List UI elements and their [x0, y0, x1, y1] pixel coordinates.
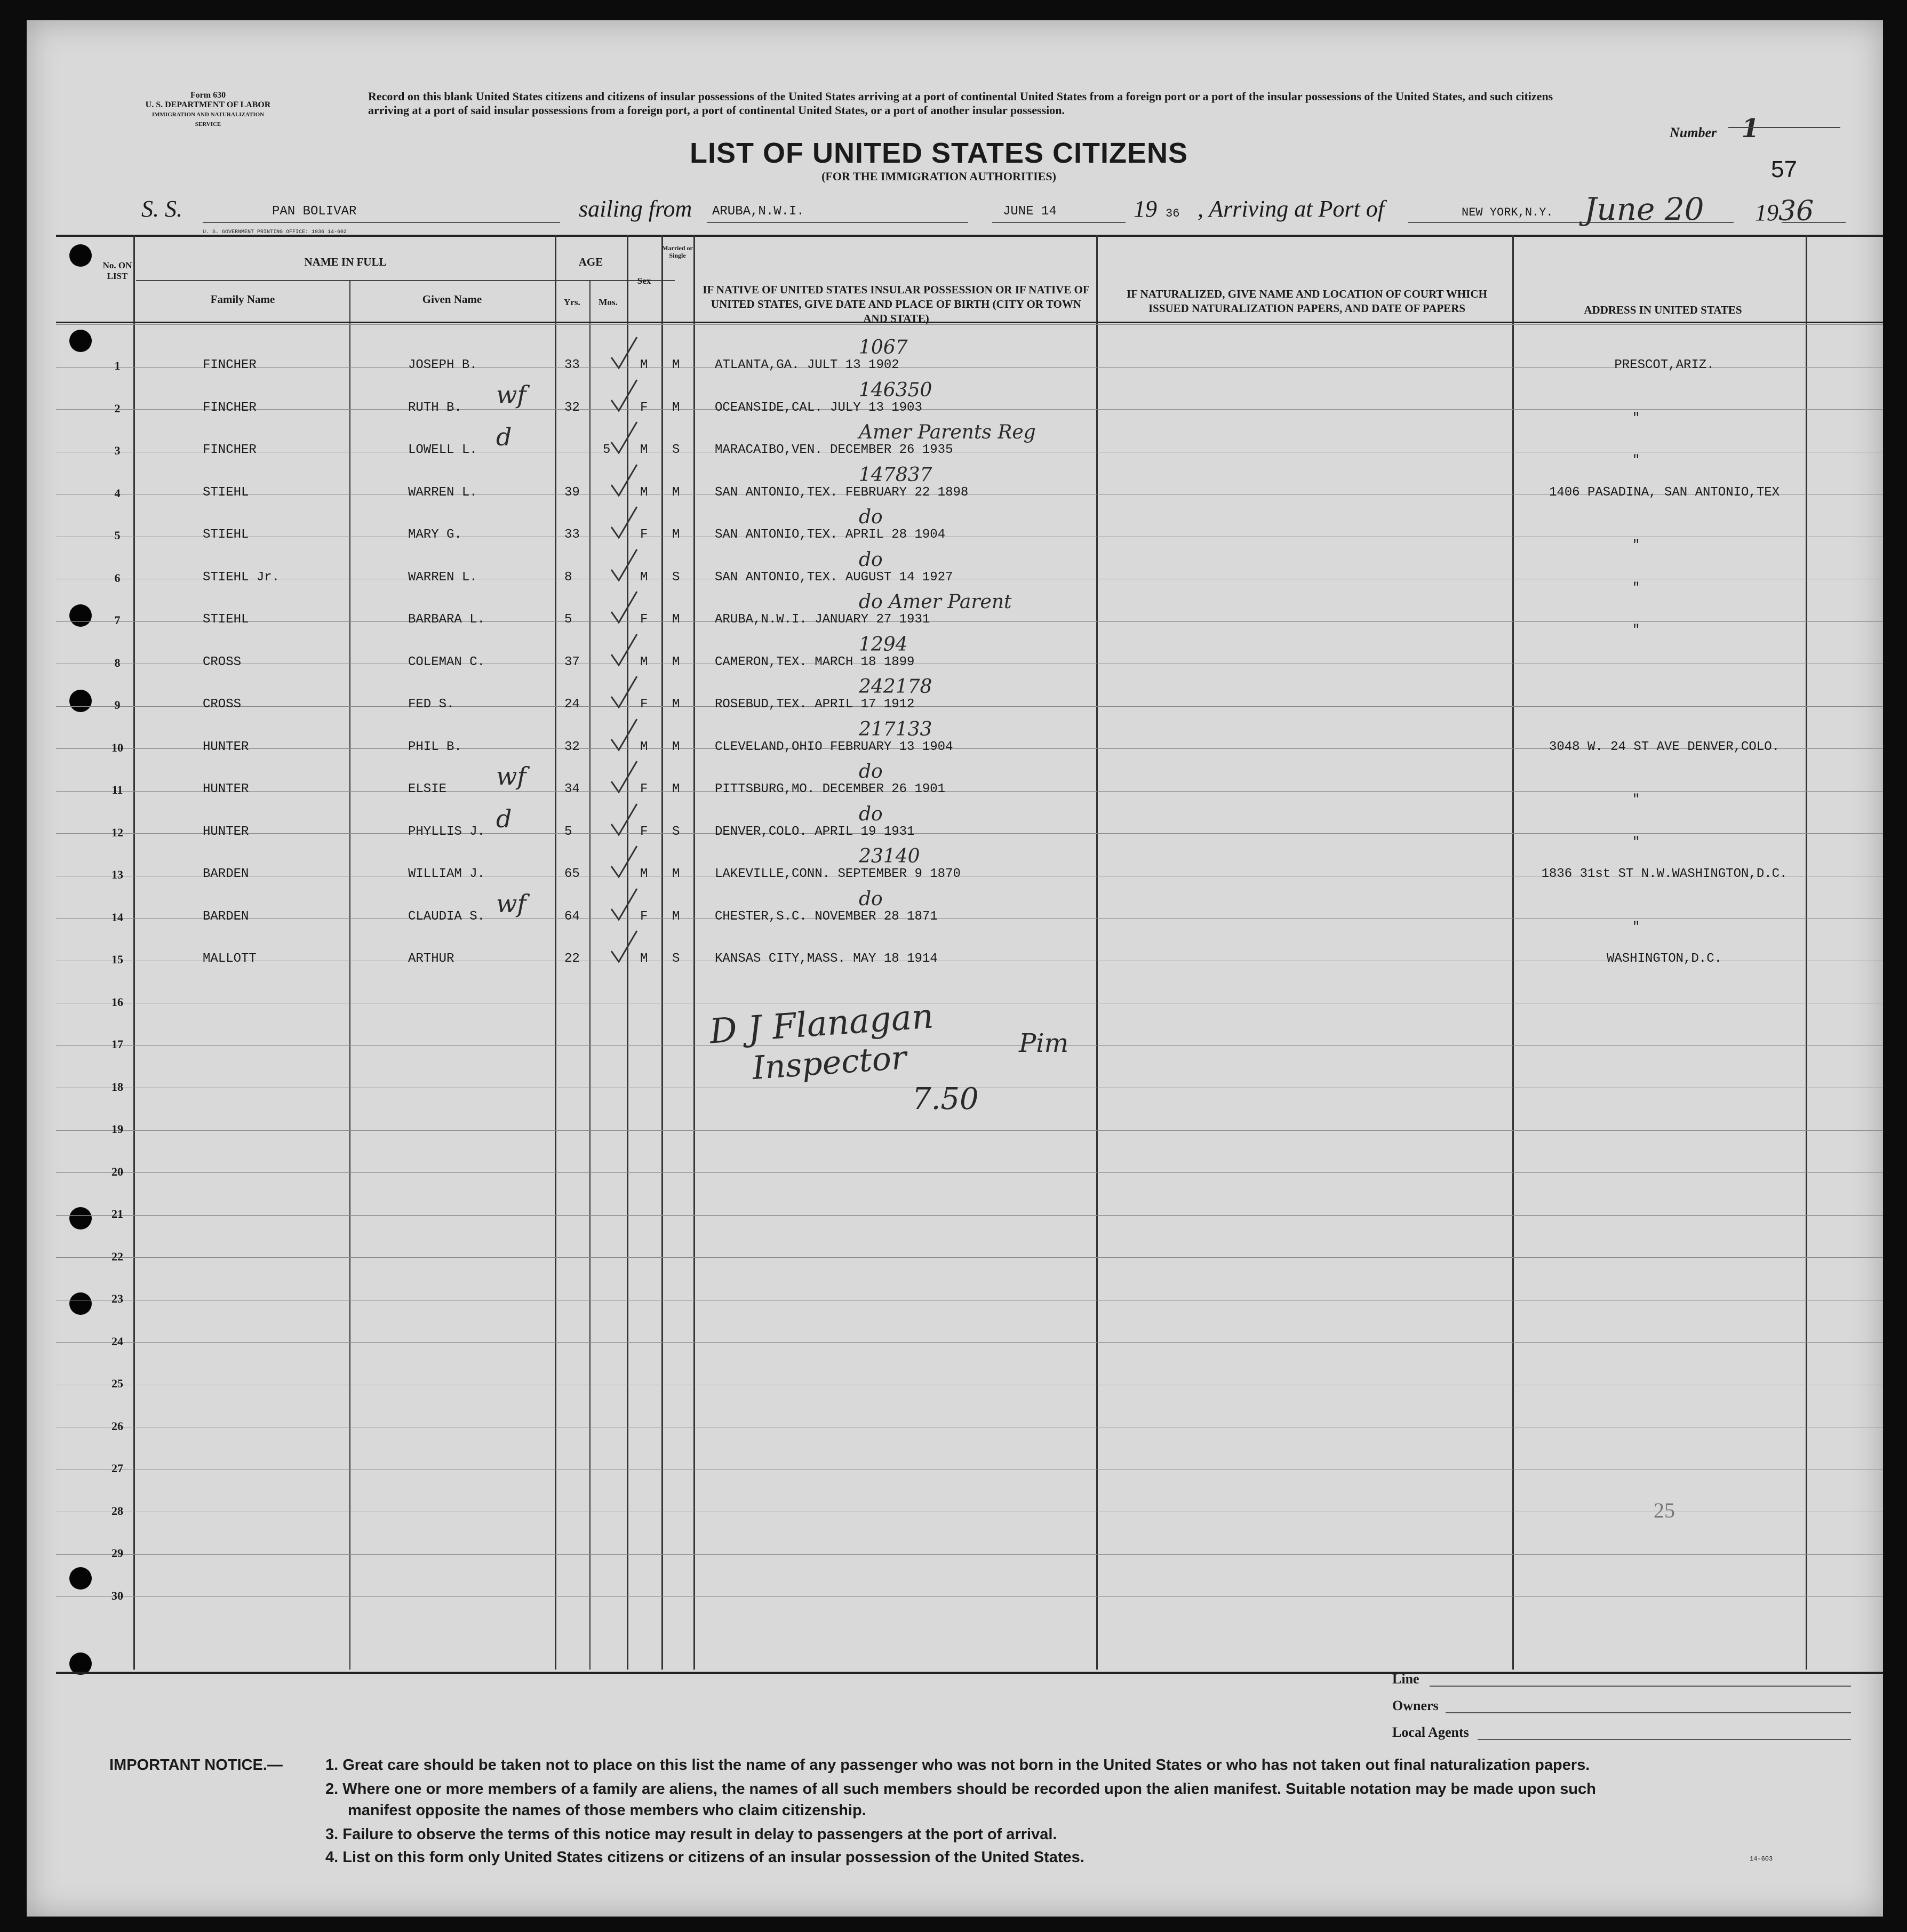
address: " — [1632, 453, 1640, 468]
family-name: MALLOTT — [203, 952, 257, 966]
handwritten-annotation: do — [859, 888, 883, 910]
birth-place-date: MARACAIBO,VEN. DECEMBER 26 1935 — [715, 443, 953, 457]
marital-status: M — [672, 612, 680, 627]
row-number: 25 — [111, 1377, 123, 1390]
check-mark-icon — [608, 378, 640, 415]
marital-status: M — [672, 782, 680, 796]
handwritten-annotation: 23140 — [859, 845, 920, 867]
clerk-mark: d — [496, 804, 512, 833]
sex-value: M — [640, 739, 648, 754]
sex-value: M — [640, 358, 648, 372]
check-mark-icon — [608, 887, 640, 924]
given-name: PHYLLIS J. — [408, 824, 485, 839]
row-number: 13 — [111, 868, 123, 881]
check-mark-icon — [608, 717, 640, 754]
age-years: 22 — [564, 952, 580, 966]
printer-code: U. S. GOVERNMENT PRINTING OFFICE: 1936 14-602 — [203, 229, 347, 235]
address: " — [1632, 538, 1640, 553]
birth-place-date: PITTSBURG,MO. DECEMBER 26 1901 — [715, 782, 946, 796]
form-code: 14-603 — [1750, 1855, 1773, 1863]
number-label: Number — [1670, 125, 1717, 140]
page-subtitle: (FOR THE IMMIGRATION AUTHORITIES) — [821, 170, 1056, 183]
col-address-header: ADDRESS IN UNITED STATES — [1584, 304, 1742, 316]
family-name: STIEHL Jr. — [203, 570, 280, 585]
check-mark-icon — [608, 844, 640, 881]
family-name: HUNTER — [203, 739, 249, 754]
port-from: ARUBA,N.W.I. — [712, 204, 804, 219]
address: PRESCOT,ARIZ. — [1614, 358, 1714, 372]
marital-status: M — [672, 358, 680, 372]
address: " — [1632, 793, 1640, 807]
notice-title: IMPORTANT NOTICE.— — [109, 1757, 283, 1774]
notice-1: 1. Great care should be taken not to place on this list the name of any passenger who was not born in the United States or who has not taken out final naturalization papers. — [325, 1757, 1590, 1774]
ship-name: PAN BOLIVAR — [272, 204, 357, 219]
address: 1836 31st ST N.W.WASHINGTON,D.C. — [1541, 867, 1788, 881]
birth-place-date: ROSEBUD,TEX. APRIL 17 1912 — [715, 697, 915, 712]
birth-place-date: DENVER,COLO. APRIL 19 1931 — [715, 824, 915, 839]
row-number: 22 — [111, 1249, 123, 1263]
given-name: ARTHUR — [408, 952, 454, 966]
address: WASHINGTON,D.C. — [1606, 952, 1722, 966]
birth-place-date: SAN ANTONIO,TEX. FEBRUARY 22 1898 — [715, 485, 969, 500]
given-name: BARBARA L. — [408, 612, 485, 627]
sailing-date: JUNE 14 — [1003, 204, 1057, 219]
given-name: JOSEPH B. — [408, 358, 477, 372]
agents-label: Local Agents — [1392, 1725, 1469, 1740]
given-name: ELSIE — [408, 782, 447, 796]
marital-status: M — [672, 697, 680, 712]
given-name: COLEMAN C. — [408, 654, 485, 669]
given-name: PHIL B. — [408, 739, 462, 754]
department-name: U. S. DEPARTMENT OF LABOR — [145, 100, 271, 109]
address: " — [1632, 580, 1640, 595]
row-number: 27 — [111, 1462, 123, 1475]
sex-value: M — [640, 867, 648, 881]
inspector-initials: Pim — [1019, 1028, 1069, 1058]
row-number: 23 — [111, 1292, 123, 1305]
col-sex-header: Sex — [637, 276, 651, 286]
owners-label: Owners — [1392, 1698, 1439, 1713]
marital-status: M — [672, 739, 680, 754]
sex-value: F — [640, 824, 648, 839]
inspector-title: Inspector — [751, 1039, 908, 1088]
family-name: HUNTER — [203, 782, 249, 796]
given-name: MARY G. — [408, 528, 462, 542]
sex-value: M — [640, 952, 648, 966]
marital-status: S — [672, 824, 680, 839]
sex-value: M — [640, 443, 648, 457]
row-rule — [56, 1130, 1883, 1131]
line-label: Line — [1392, 1671, 1419, 1687]
address: " — [1632, 920, 1640, 935]
port-arrival: NEW YORK,N.Y. — [1462, 206, 1553, 219]
age-years: 5 — [564, 824, 572, 839]
handwritten-annotation: do — [859, 506, 883, 528]
row-number: 30 — [111, 1588, 123, 1602]
age-years: 65 — [564, 867, 580, 881]
number-value: 1 — [1741, 114, 1760, 143]
manifest-page — [27, 20, 1883, 1917]
marital-status: S — [672, 952, 680, 966]
check-mark-icon — [608, 589, 640, 627]
sex-value: F — [640, 782, 648, 796]
family-name: FINCHER — [203, 443, 257, 457]
handwritten-annotation: 146350 — [859, 379, 932, 401]
sex-value: M — [640, 485, 648, 500]
number-field — [1670, 114, 1759, 143]
sailing-label: sailing from — [579, 196, 692, 222]
page-title: LIST OF UNITED STATES CITIZENS — [690, 137, 1188, 169]
check-mark-icon — [608, 929, 640, 966]
row-rule — [56, 1215, 1883, 1216]
year-prefix: 19 — [1134, 196, 1157, 222]
marital-status: S — [672, 443, 680, 457]
row-number: 26 — [111, 1419, 123, 1433]
stamp-number: 25 — [1654, 1498, 1675, 1522]
col-family-header: Family Name — [210, 293, 275, 306]
given-name: FED S. — [408, 697, 454, 712]
age-years: 32 — [564, 739, 580, 754]
family-name: STIEHL — [203, 528, 249, 542]
marital-status: M — [672, 528, 680, 542]
check-mark-icon — [608, 462, 640, 500]
col-married-header: Married or Single — [662, 244, 693, 259]
handwritten-annotation: do — [859, 761, 883, 783]
marital-status: M — [672, 654, 680, 669]
col-mos-header: Mos. — [599, 297, 618, 307]
row-number: 24 — [111, 1334, 123, 1348]
col-birth-header: IF NATIVE OF UNITED STATES INSULAR POSSESSION OR IF NATIVE OF UNITED STATES, GIVE DATE AND PLACE OF BIRTH (CITY OR TOWN AND STATE) — [703, 283, 1090, 325]
handwritten-annotation: do — [859, 548, 883, 571]
handwritten-annotation: 217133 — [859, 718, 932, 740]
head-tax-amount: 7.50 — [912, 1082, 979, 1116]
row-number: 19 — [111, 1122, 123, 1136]
address: " — [1632, 623, 1640, 637]
sex-value: F — [640, 697, 648, 712]
row-number: 6 — [114, 571, 121, 585]
row-number: 10 — [111, 740, 123, 754]
marital-status: M — [672, 485, 680, 500]
page-number: 57 — [1771, 156, 1797, 182]
row-number: 18 — [111, 1080, 123, 1093]
row-number: 21 — [111, 1207, 123, 1220]
instructions-text: Record on this blank United States citizens and citizens of insular possessions of the United States arriving at a port of continental United States from a foreign port or a port of the insular possessions of the United States, and such citizens arriving at a port of said insular possessions from a foreign port, a port of continental United States, or a port of another insular possession. — [368, 90, 1553, 117]
row-number: 20 — [111, 1164, 123, 1178]
row-number: 28 — [111, 1504, 123, 1518]
birth-place-date: CHESTER,S.C. NOVEMBER 28 1871 — [715, 909, 938, 924]
address: 1406 PASADINA, SAN ANTONIO,TEX — [1549, 485, 1780, 500]
family-name: BARDEN — [203, 867, 249, 881]
age-years: 33 — [564, 528, 580, 542]
age-years: 37 — [564, 654, 580, 669]
service-name: IMMIGRATION AND NATURALIZATION SERVICE — [151, 111, 265, 127]
birth-place-date: ATLANTA,GA. JULT 13 1902 — [715, 358, 899, 372]
marital-status: M — [672, 400, 680, 415]
age-years: 33 — [564, 358, 580, 372]
family-name: FINCHER — [203, 358, 257, 372]
age-years: 8 — [564, 570, 572, 585]
row-rule — [56, 1342, 1883, 1343]
age-years: 39 — [564, 485, 580, 500]
row-rule — [56, 1596, 1883, 1597]
handwritten-annotation: 1067 — [859, 337, 908, 358]
row-rule — [56, 918, 1883, 919]
birth-place-date: OCEANSIDE,CAL. JULY 13 1903 — [715, 400, 922, 415]
given-name: RUTH B. — [408, 400, 462, 415]
check-mark-icon — [608, 505, 640, 542]
age-years: 32 — [564, 400, 580, 415]
col-yrs-header: Yrs. — [564, 297, 580, 307]
address: " — [1632, 411, 1640, 426]
form-id-block — [139, 91, 277, 129]
birth-place-date: SAN ANTONIO,TEX. APRIL 28 1904 — [715, 528, 946, 542]
check-mark-icon — [608, 335, 640, 372]
handwritten-annotation: 1294 — [859, 633, 908, 656]
notice-2: 2. Where one or more members of a family are aliens, the names of all such members should be recorded upon the alien manifest. Suitable notation may be made upon such — [325, 1781, 1596, 1798]
family-name: BARDEN — [203, 909, 249, 924]
row-number: 17 — [111, 1037, 123, 1051]
row-number: 1 — [114, 359, 121, 372]
family-name: CROSS — [203, 654, 242, 669]
family-name: CROSS — [203, 697, 242, 712]
row-number: 8 — [114, 656, 121, 669]
given-name: LOWELL L. — [408, 443, 477, 457]
row-number: 11 — [111, 783, 123, 796]
row-number: 9 — [114, 698, 121, 712]
row-rule — [56, 409, 1883, 410]
marital-status: S — [672, 570, 680, 585]
arriving-label: , Arriving at Port of — [1198, 196, 1384, 222]
handwritten-annotation: 147837 — [859, 464, 932, 486]
sex-value: F — [640, 528, 648, 542]
row-rule — [56, 1257, 1883, 1258]
arrival-year-suffix: 36 — [1778, 195, 1814, 227]
row-rule — [56, 621, 1883, 622]
birth-place-date: SAN ANTONIO,TEX. AUGUST 14 1927 — [715, 570, 953, 585]
check-mark-icon — [608, 802, 640, 839]
year-suffix: 36 — [1166, 207, 1180, 220]
row-rule — [56, 1172, 1883, 1173]
row-number: 12 — [111, 825, 123, 839]
family-name: HUNTER — [203, 824, 249, 839]
address: " — [1632, 835, 1640, 850]
age-years: 24 — [564, 697, 580, 712]
clerk-mark: d — [496, 422, 512, 451]
row-number: 5 — [114, 529, 121, 542]
sex-value: F — [640, 909, 648, 924]
row-number: 29 — [111, 1546, 123, 1560]
given-name: CLAUDIA S. — [408, 909, 485, 924]
sex-value: F — [640, 400, 648, 415]
sailing-year — [1134, 195, 1179, 222]
row-number: 16 — [111, 995, 123, 1009]
given-name: WARREN L. — [408, 570, 477, 585]
age-years: 34 — [564, 782, 580, 796]
family-name: STIEHL — [203, 485, 249, 500]
check-mark-icon — [608, 547, 640, 585]
clerk-mark: wf — [496, 889, 526, 918]
inspector-signature: D J Flanagan — [708, 996, 935, 1052]
handwritten-annotation: do Amer Parent — [859, 591, 1012, 613]
row-number: 3 — [114, 444, 121, 457]
row-rule — [56, 833, 1883, 834]
birth-place-date: KANSAS CITY,MASS. MAY 18 1914 — [715, 952, 938, 966]
age-months: 5 — [603, 443, 611, 457]
clerk-mark: wf — [496, 380, 526, 409]
sex-value: M — [640, 654, 648, 669]
row-rule — [56, 706, 1883, 707]
family-name: FINCHER — [203, 400, 257, 415]
given-name: WILLIAM J. — [408, 867, 485, 881]
col-given-header: Given Name — [422, 293, 482, 306]
age-years: 64 — [564, 909, 580, 924]
given-name: WARREN L. — [408, 485, 477, 500]
sex-value: M — [640, 570, 648, 585]
row-rule — [56, 791, 1883, 792]
row-rule — [56, 1045, 1883, 1046]
row-number: 7 — [114, 613, 121, 627]
check-mark-icon — [608, 674, 640, 712]
col-no-header: No. ON LIST — [102, 260, 132, 281]
arrival-date: June 20 — [1584, 191, 1704, 227]
row-number: 4 — [114, 486, 121, 500]
row-number: 15 — [111, 953, 123, 966]
notice-4: 4. List on this form only United States citizens or citizens of an insular possession of the United States. — [325, 1849, 1084, 1866]
col-name-header: NAME IN FULL — [304, 256, 387, 268]
row-number: 14 — [111, 910, 123, 924]
row-rule — [56, 1554, 1883, 1555]
age-years: 5 — [564, 612, 572, 627]
handwritten-annotation: Amer Parents Reg — [859, 421, 1036, 443]
handwritten-annotation: 242178 — [859, 676, 932, 698]
notice-3: 3. Failure to observe the terms of this notice may result in delay to passengers at the port of arrival. — [325, 1826, 1057, 1843]
row-rule — [56, 324, 1883, 325]
ss-label: S. S. — [141, 196, 182, 222]
birth-place-date: ARUBA,N.W.I. JANUARY 27 1931 — [715, 612, 930, 627]
form-number: Form 630 — [190, 91, 226, 100]
handwritten-annotation: do — [859, 803, 883, 825]
birth-place-date: CAMERON,TEX. MARCH 18 1899 — [715, 654, 915, 669]
arrival-year-prefix: 19 — [1755, 199, 1778, 226]
marital-status: M — [672, 909, 680, 924]
clerk-mark: wf — [496, 762, 526, 791]
check-mark-icon — [608, 759, 640, 796]
birth-place-date: LAKEVILLE,CONN. SEPTEMBER 9 1870 — [715, 867, 961, 881]
col-age-header: AGE — [578, 256, 603, 268]
birth-place-date: CLEVELAND,OHIO FEBRUARY 13 1904 — [715, 739, 953, 754]
notice-2-cont: manifest opposite the names of those members who claim citizenship. — [348, 1802, 866, 1819]
col-naturalized-header: IF NATURALIZED, GIVE NAME AND LOCATION OF COURT WHICH ISSUED NATURALIZATION PAPERS, AND DATE OF PAPERS — [1127, 288, 1487, 315]
family-name: STIEHL — [203, 612, 249, 627]
check-mark-icon — [608, 420, 640, 457]
address: 3048 W. 24 ST AVE DENVER,COLO. — [1549, 739, 1780, 754]
sex-value: F — [640, 612, 648, 627]
check-mark-icon — [608, 632, 640, 669]
row-number: 2 — [114, 401, 121, 415]
marital-status: M — [672, 867, 680, 881]
